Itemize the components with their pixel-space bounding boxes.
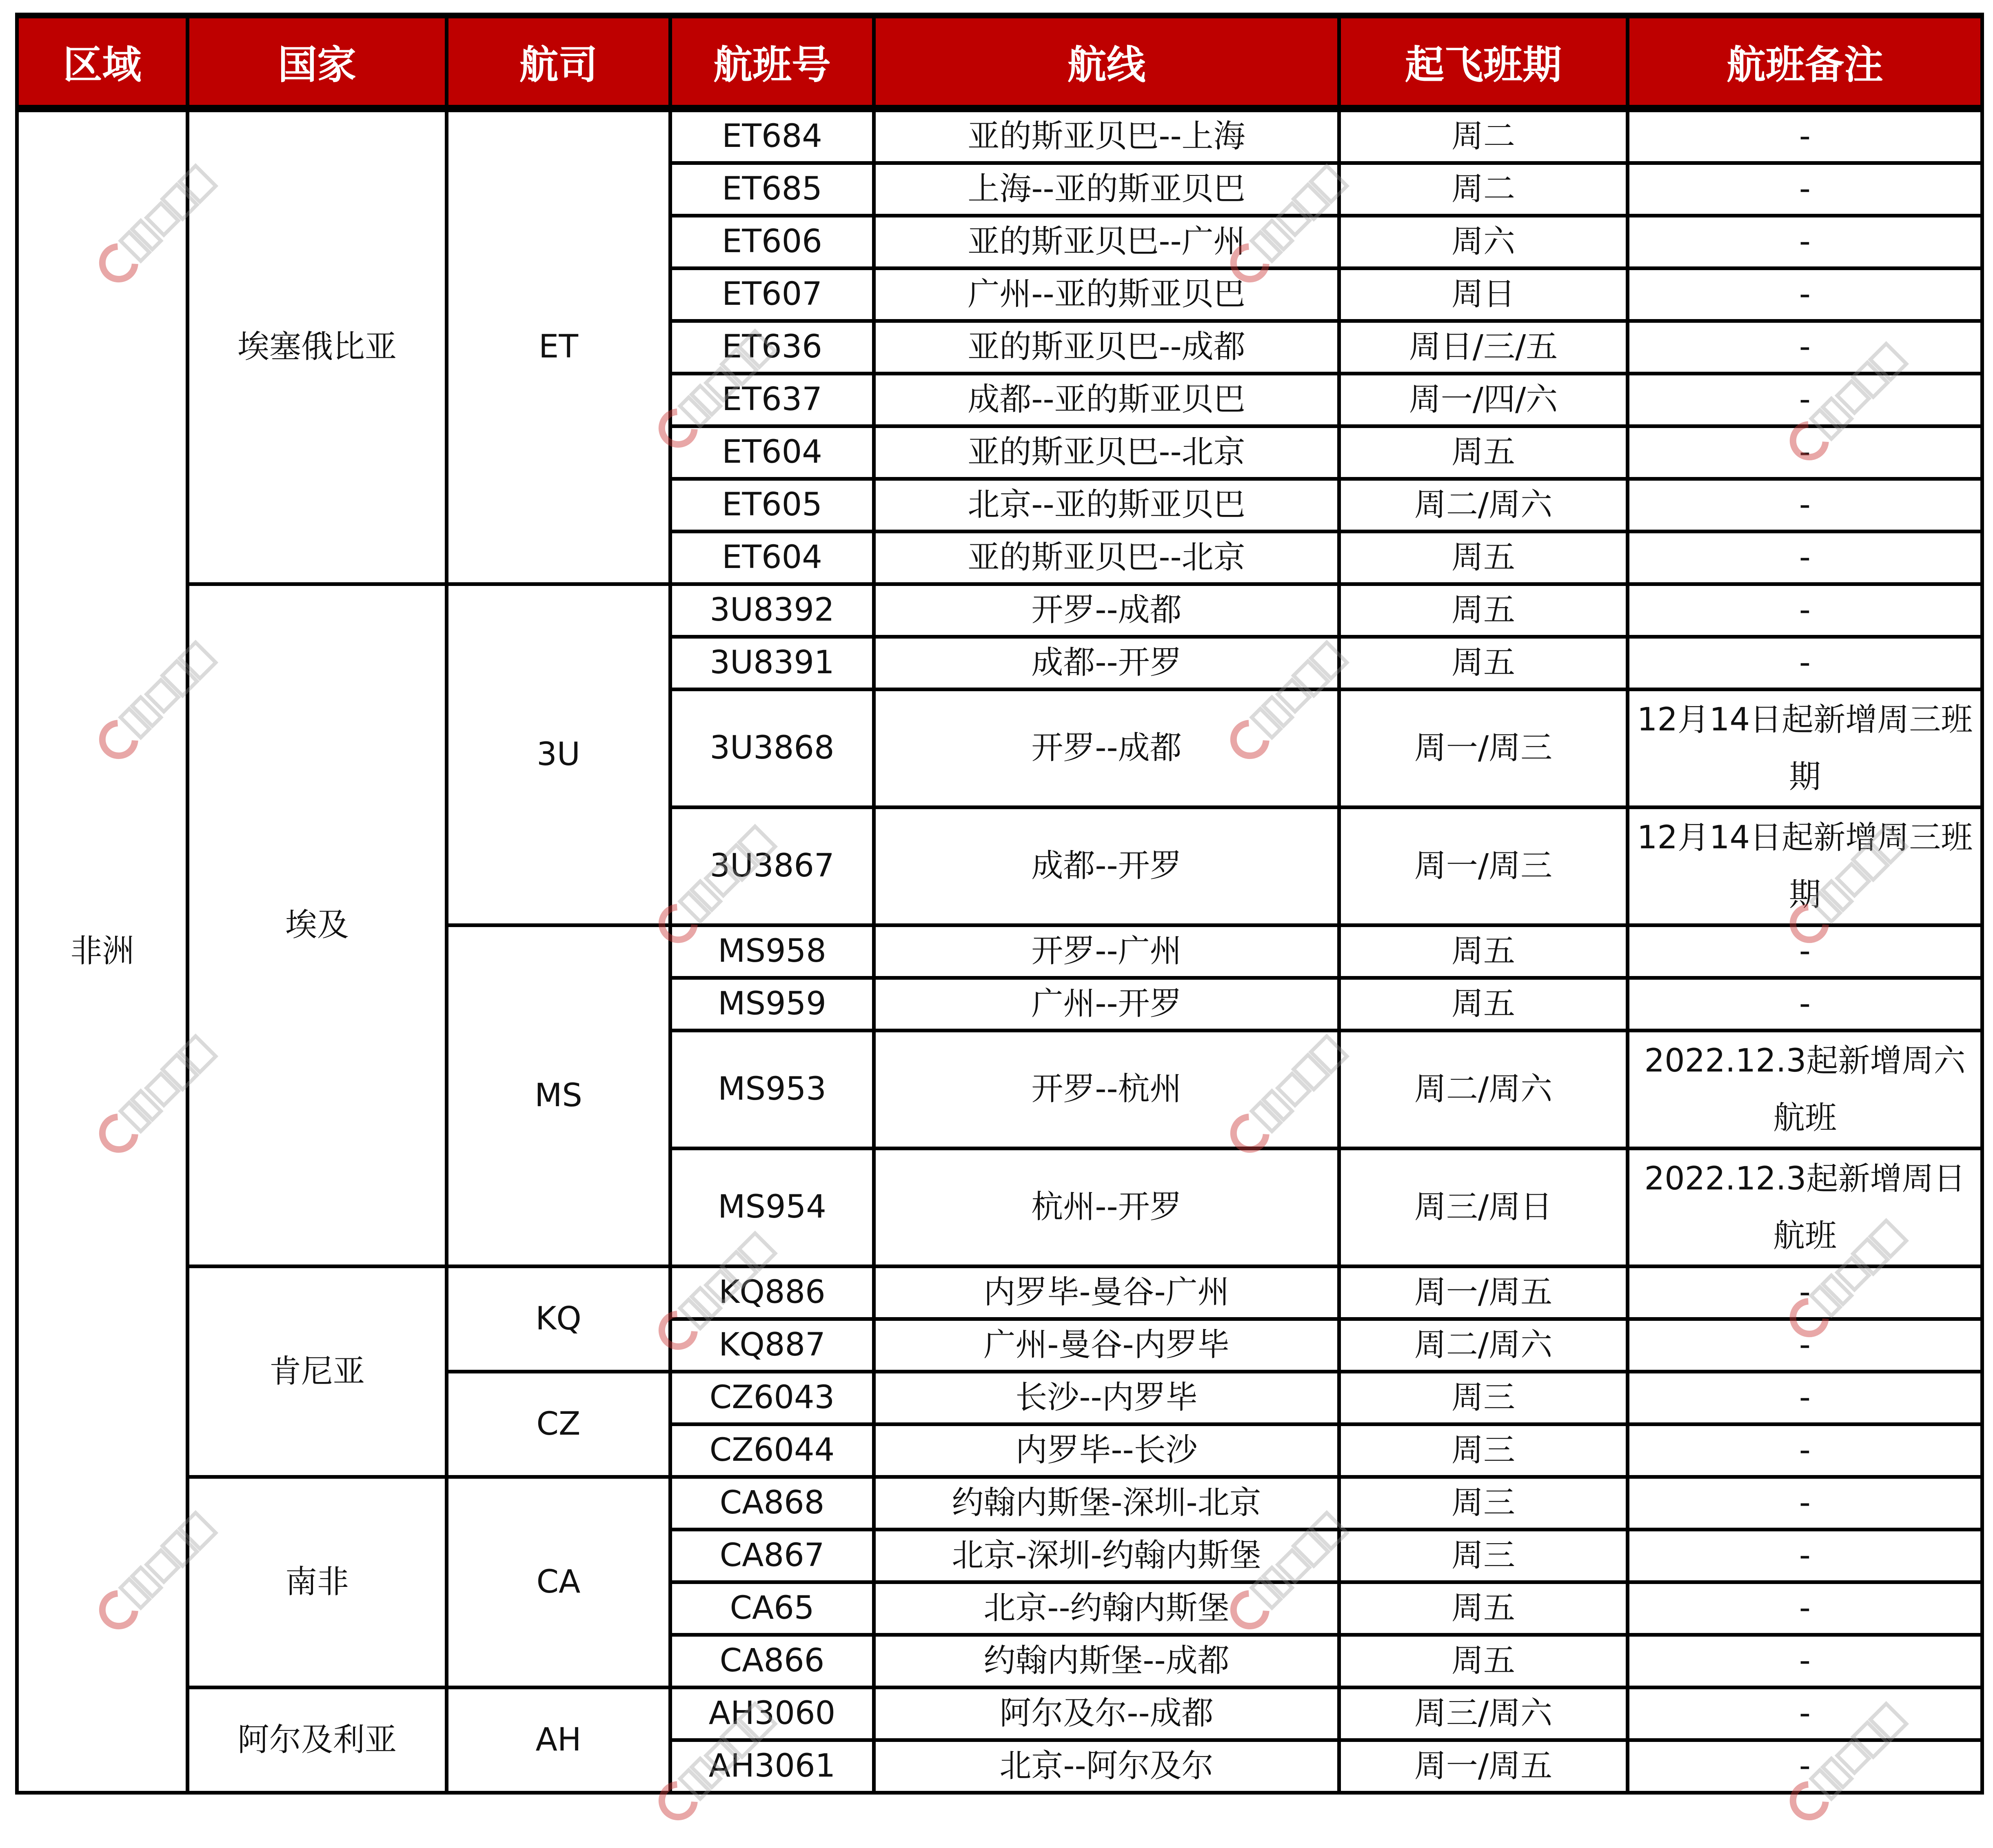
route-cell: 亚的斯亚贝巴--广州 [874, 216, 1339, 268]
country-cell: 埃塞俄比亚 [188, 109, 447, 584]
route-cell: 成都--开罗 [874, 637, 1339, 690]
airline-cell: CA [447, 1477, 670, 1688]
flight-no-cell: 3U3867 [670, 808, 874, 925]
note-cell: - [1628, 268, 1982, 321]
route-cell: 广州-曼谷-内罗毕 [874, 1319, 1339, 1372]
airline-cell: MS [447, 925, 670, 1267]
flight-no-cell: KQ887 [670, 1319, 874, 1372]
flight-no-cell: AH3061 [670, 1740, 874, 1793]
days-cell: 周三/周六 [1339, 1688, 1628, 1740]
route-cell: 开罗--成都 [874, 690, 1339, 808]
note-cell: - [1628, 1635, 1982, 1688]
flight-no-cell: KQ886 [670, 1267, 874, 1319]
days-cell: 周五 [1339, 925, 1628, 978]
flight-no-cell: CA866 [670, 1635, 874, 1688]
days-cell: 周二/周六 [1339, 1319, 1628, 1372]
days-cell: 周五 [1339, 637, 1628, 690]
flight-no-cell: 3U8392 [670, 584, 874, 637]
note-cell: - [1628, 1372, 1982, 1424]
note-cell: 12月14日起新增周三班期 [1628, 808, 1982, 925]
route-cell: 成都--开罗 [874, 808, 1339, 925]
flight-no-cell: CA868 [670, 1477, 874, 1530]
flight-no-cell: 3U8391 [670, 637, 874, 690]
note-cell: - [1628, 1740, 1982, 1793]
days-cell: 周二 [1339, 163, 1628, 216]
note-cell: - [1628, 426, 1982, 479]
note-cell: - [1628, 925, 1982, 978]
days-cell: 周三 [1339, 1477, 1628, 1530]
note-cell: - [1628, 584, 1982, 637]
country-cell: 肯尼亚 [188, 1267, 447, 1477]
route-cell: 阿尔及尔--成都 [874, 1688, 1339, 1740]
airline-cell: KQ [447, 1267, 670, 1372]
note-cell: 12月14日起新增周三班期 [1628, 690, 1982, 808]
flight-no-cell: ET685 [670, 163, 874, 216]
note-cell: - [1628, 216, 1982, 268]
note-cell: - [1628, 1424, 1982, 1477]
flight-schedule-table [15, 13, 1984, 1795]
flight-no-cell: CZ6043 [670, 1372, 874, 1424]
route-cell: 广州--开罗 [874, 978, 1339, 1031]
flight-no-cell: ET684 [670, 109, 874, 163]
route-cell: 开罗--广州 [874, 925, 1339, 978]
flight-no-cell: ET604 [670, 426, 874, 479]
table-row [17, 1267, 1982, 1319]
flight-no-cell: ET605 [670, 479, 874, 532]
route-cell: 北京--亚的斯亚贝巴 [874, 479, 1339, 532]
days-cell: 周五 [1339, 978, 1628, 1031]
days-cell: 周三/周日 [1339, 1149, 1628, 1267]
flight-no-cell: MS953 [670, 1031, 874, 1149]
note-cell: - [1628, 1477, 1982, 1530]
flight-no-cell: ET604 [670, 532, 874, 584]
days-cell: 周二 [1339, 109, 1628, 163]
days-cell: 周六 [1339, 216, 1628, 268]
route-cell: 成都--亚的斯亚贝巴 [874, 374, 1339, 426]
days-cell: 周日/三/五 [1339, 321, 1628, 374]
note-cell: - [1628, 374, 1982, 426]
route-cell: 北京--约翰内斯堡 [874, 1582, 1339, 1635]
route-cell: 北京--阿尔及尔 [874, 1740, 1339, 1793]
header-flight-no: 航班号 [670, 16, 874, 109]
table-row [17, 584, 1982, 637]
note-cell: 2022.12.3起新增周日航班 [1628, 1149, 1982, 1267]
days-cell: 周日 [1339, 268, 1628, 321]
note-cell: - [1628, 1267, 1982, 1319]
route-cell: 亚的斯亚贝巴--上海 [874, 109, 1339, 163]
note-cell: - [1628, 532, 1982, 584]
route-cell: 上海--亚的斯亚贝巴 [874, 163, 1339, 216]
route-cell: 亚的斯亚贝巴--成都 [874, 321, 1339, 374]
airline-cell: CZ [447, 1372, 670, 1477]
country-cell: 阿尔及利亚 [188, 1688, 447, 1793]
route-cell: 长沙--内罗毕 [874, 1372, 1339, 1424]
days-cell: 周一/四/六 [1339, 374, 1628, 426]
note-cell: - [1628, 109, 1982, 163]
days-cell: 周五 [1339, 1582, 1628, 1635]
flight-no-cell: ET637 [670, 374, 874, 426]
days-cell: 周五 [1339, 1635, 1628, 1688]
airline-cell: ET [447, 109, 670, 584]
flight-no-cell: ET607 [670, 268, 874, 321]
region-cell: 非洲 [17, 109, 188, 1793]
flight-no-cell: MS959 [670, 978, 874, 1031]
table-row [17, 1688, 1982, 1740]
table-body [17, 109, 1982, 1793]
route-cell: 广州--亚的斯亚贝巴 [874, 268, 1339, 321]
header-row [17, 16, 1982, 109]
route-cell: 内罗毕--长沙 [874, 1424, 1339, 1477]
table-row [17, 1477, 1982, 1530]
header-days: 起飞班期 [1339, 16, 1628, 109]
days-cell: 周五 [1339, 426, 1628, 479]
note-cell: - [1628, 1530, 1982, 1582]
note-cell: - [1628, 479, 1982, 532]
note-cell: - [1628, 637, 1982, 690]
route-cell: 北京-深圳-约翰内斯堡 [874, 1530, 1339, 1582]
note-cell: 2022.12.3起新增周六航班 [1628, 1031, 1982, 1149]
route-cell: 杭州--开罗 [874, 1149, 1339, 1267]
route-cell: 亚的斯亚贝巴--北京 [874, 532, 1339, 584]
days-cell: 周一/周五 [1339, 1740, 1628, 1793]
table-row [17, 109, 1982, 163]
days-cell: 周一/周三 [1339, 690, 1628, 808]
flight-no-cell: MS954 [670, 1149, 874, 1267]
route-cell: 开罗--成都 [874, 584, 1339, 637]
days-cell: 周三 [1339, 1372, 1628, 1424]
route-cell: 亚的斯亚贝巴--北京 [874, 426, 1339, 479]
flight-no-cell: 3U3868 [670, 690, 874, 808]
route-cell: 内罗毕-曼谷-广州 [874, 1267, 1339, 1319]
note-cell: - [1628, 163, 1982, 216]
days-cell: 周五 [1339, 584, 1628, 637]
flight-no-cell: CA65 [670, 1582, 874, 1635]
note-cell: - [1628, 1688, 1982, 1740]
note-cell: - [1628, 978, 1982, 1031]
days-cell: 周三 [1339, 1530, 1628, 1582]
route-cell: 约翰内斯堡-深圳-北京 [874, 1477, 1339, 1530]
days-cell: 周二/周六 [1339, 479, 1628, 532]
airline-cell: AH [447, 1688, 670, 1793]
days-cell: 周一/周五 [1339, 1267, 1628, 1319]
header-airline: 航司 [447, 16, 670, 109]
header-route: 航线 [874, 16, 1339, 109]
days-cell: 周二/周六 [1339, 1031, 1628, 1149]
days-cell: 周五 [1339, 532, 1628, 584]
flight-no-cell: CA867 [670, 1530, 874, 1582]
note-cell: - [1628, 321, 1982, 374]
route-cell: 开罗--杭州 [874, 1031, 1339, 1149]
days-cell: 周一/周三 [1339, 808, 1628, 925]
airline-cell: 3U [447, 584, 670, 925]
route-cell: 约翰内斯堡--成都 [874, 1635, 1339, 1688]
country-cell: 埃及 [188, 584, 447, 1267]
flight-no-cell: ET606 [670, 216, 874, 268]
note-cell: - [1628, 1582, 1982, 1635]
header-region: 区域 [17, 16, 188, 109]
flight-no-cell: AH3060 [670, 1688, 874, 1740]
header-note: 航班备注 [1628, 16, 1982, 109]
days-cell: 周三 [1339, 1424, 1628, 1477]
note-cell: - [1628, 1319, 1982, 1372]
country-cell: 南非 [188, 1477, 447, 1688]
header-country: 国家 [188, 16, 447, 109]
flight-no-cell: ET636 [670, 321, 874, 374]
flight-no-cell: MS958 [670, 925, 874, 978]
flight-no-cell: CZ6044 [670, 1424, 874, 1477]
